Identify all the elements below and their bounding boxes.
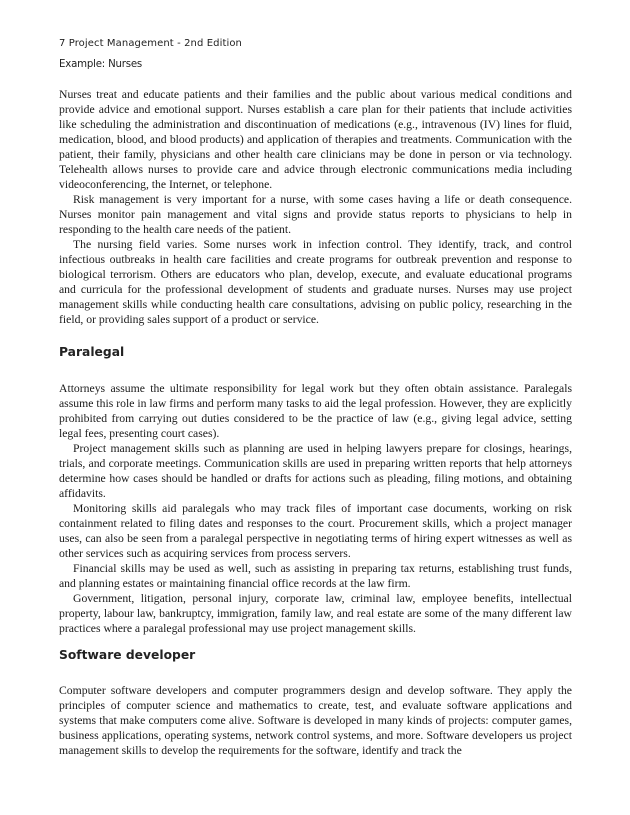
software-developer-paragraph-1: Computer software developers and computer programmers design and develop software. They apply the principles of computer science and mathematics to create, test, and evaluate software applications and systems that make computers come alive. Software is developed in many kinds of projects: computer games, business applications, operating systems, network control systems, and more. Software developers us project management skills to develop the requirements for the software, identify and track the — [59, 684, 572, 757]
software-developer-section — [59, 648, 572, 758]
nurses-paragraph-2: Risk management is very important for a nurse, with some cases having a life or death consequence. Nurses monitor pain management and vital signs and provide status reports to physicians to help in responding to the health care needs of the patient. — [59, 193, 572, 236]
nurses-paragraph-1: Nurses treat and educate patients and their families and the public about various medical conditions and provide advice and emotional support. Nurses establish a care plan for their patients that include activities like scheduling the administration and discontinuation of medications (e.g., intravenous (IV) lines for fluid, medication, blood, and blood products) and application of therapies and treatments. Communication with the patient, their family, physicians and other health care clinicians may be done in person or via technology. Telehealth allows nurses to provide care and advice through electronic communications media including videoconferencing, the Internet, or telephone. — [59, 88, 572, 191]
paralegal-section — [59, 345, 572, 636]
paralegal-paragraph-5: Government, litigation, personal injury, corporate law, criminal law, employee benefits, intellectual property, labour law, bankruptcy, immigration, family law, and real estate are some of the many different law practices where a paralegal professional may use project management skills. — [59, 592, 572, 635]
nurses-paragraph-3: The nursing field varies. Some nurses work in infection control. They identify, track, and control infectious outbreaks in health care facilities and create programs for outbreak prevention and response to biological terrorism. Others are educators who plan, develop, execute, and evaluate educational programs and curricula for the professional development of students and graduate nurses. Nurses may use project management skills while conducting health care consultations, advising on public policy, researching in the field, or providing sales support of a product or service. — [59, 238, 572, 326]
paralegal-paragraph-1: Attorneys assume the ultimate responsibility for legal work but they often obtain assistance. Paralegals assume this role in law firms and perform many tasks to aid the legal profession. However, they are explicitly prohibited from carrying out duties considered to be the practice of law (e.g., giving legal advice, setting legal fees, presenting court cases). — [59, 382, 572, 440]
example-label: Example: Nurses — [59, 59, 143, 70]
paralegal-paragraph-4: Financial skills may be used as well, such as assisting in preparing tax returns, establishing trust funds, and planning estates or maintaining financial office records at the law firm. — [59, 562, 572, 590]
software-developer-heading: Software developer — [59, 648, 196, 662]
paralegal-paragraph-2: Project management skills such as planning are used in helping lawyers prepare for closings, hearings, trials, and corporate meetings. Communication skills are used in preparing written reports that help attorneys determine how cases should be handled or drafts for actions such as pleading, filing motions, and obtaining affidavits. — [59, 442, 572, 500]
running-head: 7 Project Management - 2nd Edition — [59, 38, 242, 49]
paralegal-paragraph-3: Monitoring skills aid paralegals who may track files of important case documents, working on risk containment related to filing dates and responses to the court. Procurement skills, which a project manager uses, can also be seen from a paralegal perspective in negotiating terms of hiring expert witnesses as well as other services such as acquiring services from process servers. — [59, 502, 572, 560]
paralegal-heading: Paralegal — [59, 345, 125, 359]
nurses-section — [59, 87, 572, 327]
